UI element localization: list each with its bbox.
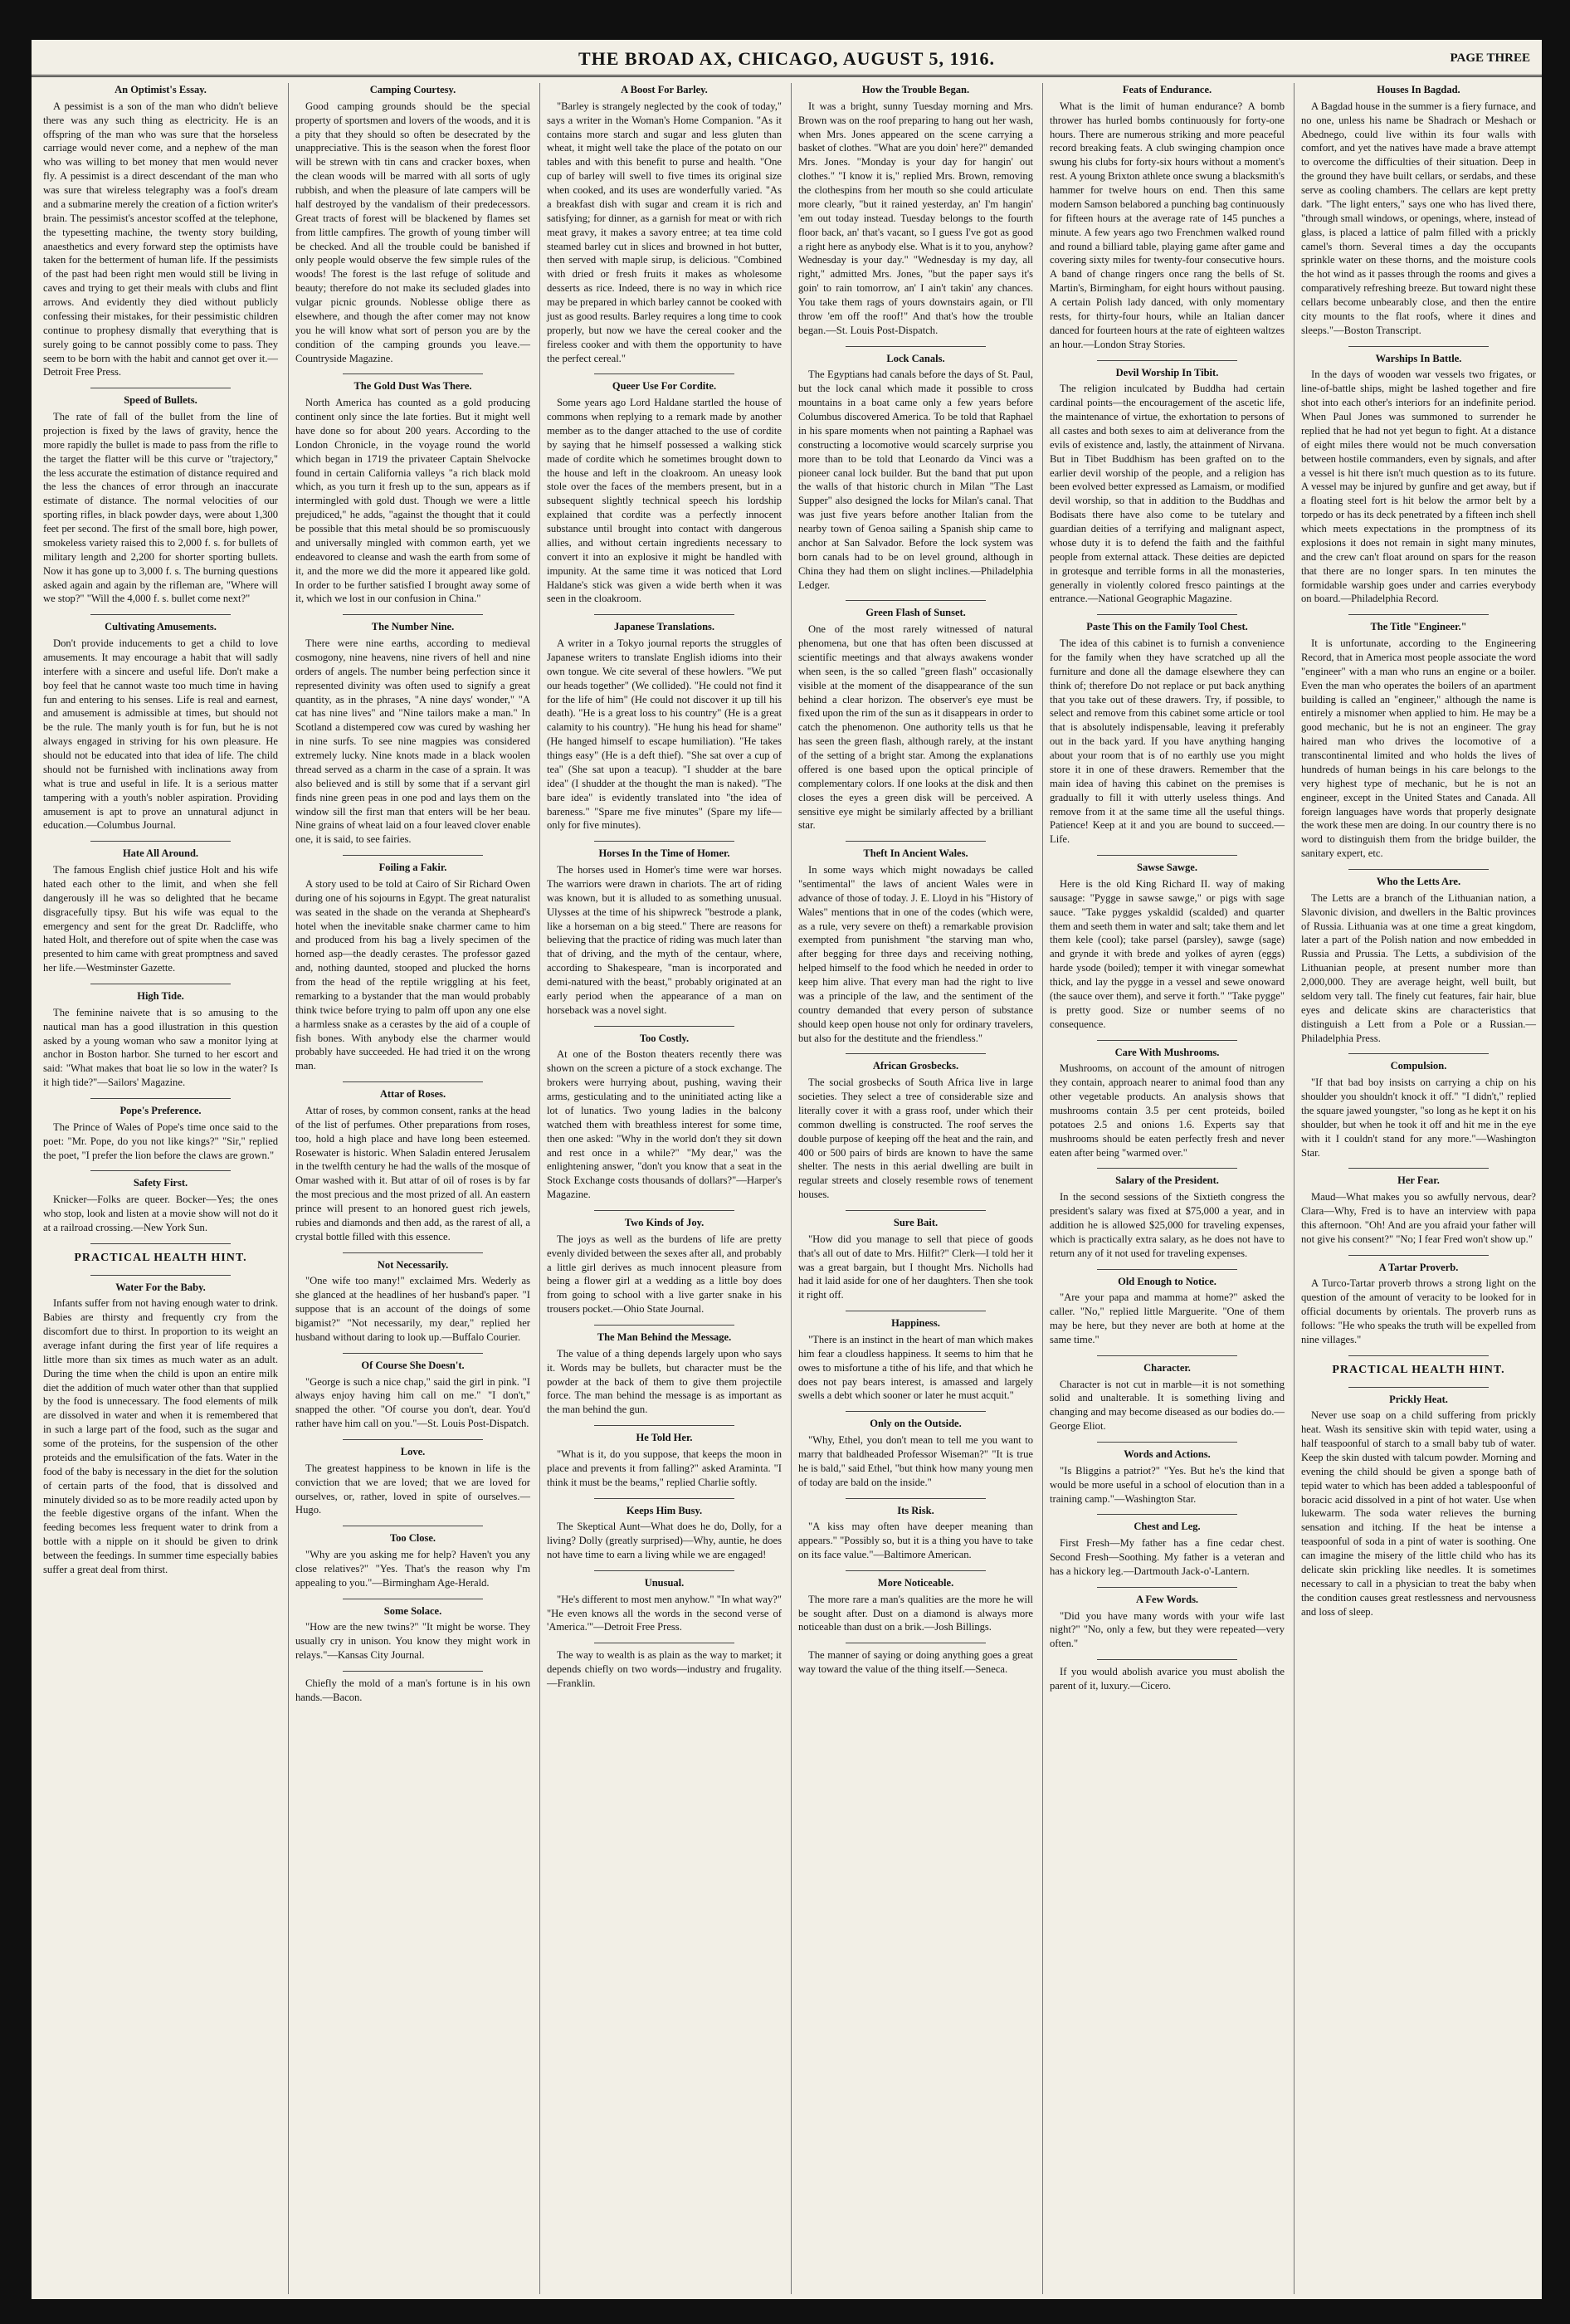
article-headline: Two Kinds of Joy.: [624, 1217, 705, 1228]
article-headline: The Title "Engineer.": [1370, 621, 1467, 633]
article-divider: [846, 1411, 987, 1412]
article: [798, 352, 1033, 593]
article-body: North America has counted as a gold producing continent only since the late forties. But it might well have done so for about 200 years. According to the London Chronicle, in the voyage round the world which began in 1719 the privateer Captain Shelvocke found in certain California valleys "a rich black mold which, as you turn it fresh up to the sun, appears as if intermingled with gold dust. Though we were a little prejudiced," he adds, "against the thought that it could be possible that this metal should be so promiscuously and universally mingled with common earth, yet we endeavored to cleanse and wash the earth from some of it, and the more we did the more it appeared like gold. In order to be further satisfied I brought away some of it, which we lost in our confusion in China.": [295, 397, 530, 605]
article-headline: Salary of the President.: [1115, 1174, 1219, 1187]
article-headline: A Few Words.: [1135, 1593, 1199, 1605]
article-headline: Prickly Heat.: [1389, 1393, 1448, 1405]
article-headline: Lock Canals.: [886, 352, 945, 364]
article-headline: Too Close.: [389, 1532, 436, 1545]
article: [547, 620, 782, 832]
article: [798, 1576, 1033, 1634]
article-divider: [90, 614, 232, 615]
article: [1050, 1046, 1285, 1160]
article-body: In some ways which might nowadays be called "sentimental" the laws of ancient Wales were in advance of those of today. J. E. Lloyd in his "History of Wales" mentions that in one of the codes (which were, as a rule, very severe on theft) a remarkable provision exempted from punishment "the starving man who, after begging for three days and receiving nothing, helped himself to the food which he needed in order to keep him alive. That every man had the right to live was a principle of the law, and the sentiment of the country demanded that every person of substance should keep open house not only for ordinary travelers, but also for the destitute and the friendless.": [798, 864, 1033, 1044]
article: [43, 83, 278, 379]
article: [43, 847, 278, 975]
column-2: [288, 83, 537, 2294]
article-body: The religion inculcated by Buddha had certain cardinal points—the encouragement of the ascetic life, the maintenance of virtue, the exhortation to persons of all castes and both sexes to aim at deliverance from the evils of existence and, lastly, the attainment of Nirvana. But in Tibet Buddhism has been grafted on to the earlier devil worship of the people, and a religion has been evolved better expressed as Lamaism, or modified devil worship, so that in addition to the Buddhas and Bodisats there have also come to be tutelary and guardian deities of a terrifying and malignant aspect, whose duty it is to defend the faith and the faithful people from external attack. These deities are depicted in grotesque and terrible forms in all the monasteries, generally in violently colored fresco paintings at the entrance.—National Geographic Magazine.: [1050, 383, 1285, 605]
article-headline: Feats of Endurance.: [1122, 84, 1212, 95]
article-body: The greatest happiness to be known in life is the conviction that we are loved; that we are loved for ourselves, or, rather, loved in spite of ourselves.—Hugo.: [295, 1462, 530, 1516]
article-body: "He's different to most men anyhow." "In what way?" "He even knows all the words in the second verse of 'America.'"—Detroit Free Press.: [547, 1593, 782, 1633]
article: [295, 1677, 530, 1705]
article-body: Here is the old King Richard II. way of making sausage: "Pygge in sawse sawge," or pigs with sage sauce. "Take pygges yskaldid (scalded) and quarter them and seeth them in water and salt; take them and let them kele (cool); take parsel (parsley), sawge (sage) and grynde it with brede and yolkes of ayren (eggs) harde ysode (boiled); temper it with vinegar somewhat thick, and lay the pygge in a vessel and sewe onoward (the sauce over them), and serve it forth." "Take pygge" is pretty good. Size or number seems of no consequence.: [1050, 877, 1285, 1030]
article-headline: Only on the Outside.: [870, 1418, 962, 1430]
article: [1050, 366, 1285, 607]
article-headline: Cultivating Amusements.: [105, 621, 217, 633]
article-body: "How did you manage to sell that piece of goods that's all out of date to Mrs. Hilfit?" Clerk—I told her it was a great bargain, but I thought Mrs. Nicholls had had it laid aside for one of her daughters. Then she took it right off.: [798, 1233, 1033, 1301]
article-divider: [343, 614, 484, 615]
article-divider: [90, 1170, 232, 1171]
article: [295, 620, 530, 847]
article: [1050, 861, 1285, 1031]
article-headline: Who the Letts Are.: [1376, 876, 1461, 887]
article-headline: Care With Mushrooms.: [1114, 1046, 1220, 1058]
article-divider: [594, 1325, 735, 1326]
article: [1301, 1261, 1536, 1347]
article: [798, 83, 1033, 338]
article-headline: Her Fear.: [1397, 1174, 1440, 1187]
article: [798, 1316, 1033, 1403]
article: [43, 989, 278, 1090]
article-body: Don't provide inducements to get a child to love amusements. It may encourage a habit that will sadly interfere with a sincere and useful life. Don't make a boy feel that he cannot waste too much time in having fun and entering to his senses. Life is real and earnest, and amusement is admissible at times, but should not be the rule. The manly youth is for fun, but he is not always engaged in striving for his own pleasure. He should not be educated into that idea of life. The child should not be furnished with inclinations away from what is true and useful in life. It is a serious matter tampering with a youth's nobler aspiration. Providing amusement is apt to prove an unnatural adjunct in education.—Columbus Journal.: [43, 637, 278, 832]
article-headline: Japanese Translations.: [613, 621, 715, 633]
article-body: At one of the Boston theaters recently there was shown on the screen a picture of a stock exchange. The brokers were hurrying about, pushing, waving their arms, gesticulating and to the uninitiated acting like a lot of lunatics. Two young ladies in the balcony watched them with breathless interest for some time, then one asked: "Why in the world don't they sit down and rest once in a while?" "My dear," was the enlightening answer, "don't you know that a seat in the Stock Exchange costs thousands of dollars?"—Harper's Magazine.: [547, 1048, 782, 1201]
article: [1050, 1520, 1285, 1578]
article-body: The more rare a man's qualities are the more he will be sought after. Dust on a diamond is always more noticeable than dust on a brik.—Josh Billings.: [798, 1593, 1033, 1633]
article-body: Attar of roses, by common consent, ranks at the head of the list of perfumes. Other preparations from roses, too, hold a high place and have long been esteemed. Rosewater is historic. When Saladin entered Jerusalem in the twelfth century he had the walls of the mosque of Omar washed with it. But attar of oil of roses is by far the most precious and the most prized of all. An eastern prince will present to an honored guest rich jewels, rubies and diamonds and then add, as the rarest of all, a crystal bottle filled with this essence.: [295, 1104, 530, 1243]
article: [1050, 1665, 1285, 1693]
article-body: The Letts are a branch of the Lithuanian nation, a Slavonic division, and dwellers in the Baltic provinces of Russia. Lithuania was at one time a great kingdom, later a part of the Polish nation and now embedded in Russia and Prussia. The Letts, a subdivision of the Lithuanian people, at present number more than 2,000,000. They are average height, well built, but seldom very tall. The finely cut features, fair hair, blue eyes and delicate skins are characteristics that distinguish a Lett from a Pole or a Russian.—Philadelphia Press.: [1301, 891, 1536, 1044]
article-divider: [1348, 1255, 1490, 1256]
article-body: The value of a thing depends largely upon who says it. Words may be bullets, but character must be the powder at the back of them to give them projectile force. The man behind the message is as important as the man behind the gun.: [547, 1347, 782, 1416]
article: [43, 393, 278, 606]
article-body: The famous English chief justice Holt and his wife hated each other to the limit, and when she fell dangerously ill he was so delighted that he became disgracefully tipsy. But his wife was equal to the emergency and sent for the great Dr. Radcliffe, who hated Holt, and therefore out of spite when the case was presented to him came with great promptness and saved her life.—Westminster Gazette.: [43, 864, 278, 974]
article-body: "George is such a nice chap," said the girl in pink. "I always enjoy having him call on me." "I don't," snapped the other. "Of course you don't, dear. You'd rather have him call on you."—St. Louis Post-Dispatch.: [295, 1375, 530, 1430]
article-divider: [846, 600, 987, 601]
article: [43, 1281, 278, 1577]
article-body: The social grosbecks of South Africa live in large societies. They select a tree of considerable size and literally cover it with a grass roof, under which their common dwelling is constructed. The roof serves the double purpose of keeping off the heat and the rain, and 400 or 500 pairs of birds are known to have the same shelter. The nests in this aerial dwelling are built in regular streets and closely resemble rows of tenement houses.: [798, 1077, 1033, 1201]
article-headline: Of Course She Doesn't.: [361, 1359, 465, 1371]
article: [1301, 1363, 1536, 1379]
article: [1050, 620, 1285, 847]
article-body: "What is it, do you suppose, that keeps the moon in place and prevents it from falling?" asked Araminta. "I think it must be the beams," replied Charlie softly.: [547, 1448, 782, 1488]
article: [1301, 1393, 1536, 1619]
article-body: Knicker—Folks are queer. Bocker—Yes; the ones who stop, look and listen at a movie show will not do it at a railroad crossing.—New York Sun.: [43, 1194, 278, 1233]
article-divider: [1348, 869, 1490, 870]
article: [798, 606, 1033, 832]
article-body: It is unfortunate, according to the Engineering Record, that in America most people associate the word "engineer" with a man who runs an engine or a boiler. Even the man who operates the boilers of an apartment building is called an "engineer," although the name is entirely a misnomer when applied to him. He may be a good mechanic, but he is not an engineer. The gray haired man who drives the locomotive of a transcontinental limited and who holds the lives of hundreds of human beings in his care belongs to the very highest type of mechanic, but he is not an engineer, except in the United States and Canada. All foreign languages have words that properly designate the work these men are doing. In our country there is no word to distinguish them from the bridge builder, the sanitary expert, etc.: [1301, 637, 1536, 860]
article-body: In the days of wooden war vessels two frigates, or line-of-battle ships, might be lashed together and fire shot into each other's interiors for an indefinite period. When Paul Jones was summoned to surrender he replied that he had not yet begun to fight. At a distance of eight miles there would not be much conversation between hostile commanders, even by signals, and after a vessel is hit there isn't much question as to its future. A vessel may be injured by gunfire and get away, but if a floating steel fort is hit below the armor belt by a torpedo or has its deck penetrated by a fifteen inch shell which meets expectations in the promptness of its explosions it does not remain in sight many minutes, and the crew can't float around on spars for the reason that there are no longer spars. In ten minutes the formidable warship goes under and carries everybody on board.—Philadelphia Record.: [1301, 369, 1536, 605]
article-body: The idea of this cabinet is to furnish a convenience for the family when they have scratched up all the furniture and done all the damage elsewhere they can think of; therefore Do not replace or put back anything that you take out of these drawers. Try, if possible, to select and remove from this cabinet some article or tool that is absolutely indispensable, leaving it preferably out in the back yard. If you have anything hanging about your room that is of no earthly use you might store it in one of these drawers. Remember that the main idea of having this cabinet on the premises is gradually to fill it with utterly useless things. And remove from it at the same time all the useful things. Patience! Keep at it and you are bound to succeed.—Life.: [1050, 637, 1285, 846]
article: [295, 1087, 530, 1244]
article-headline: Water For the Baby.: [115, 1281, 206, 1293]
article: [295, 1258, 530, 1345]
article: [1301, 83, 1536, 338]
article-divider: [1097, 1587, 1238, 1588]
article-body: A pessimist is a son of the man who didn't believe there was any such thing as electricity. He is an offspring of the man who was sure that the horseless carriage would never come, and a nephew of the man who was willing to bet money that men would never fly. A pessimist is a direct descendant of the man who was sure that wireless telegraphy was a fool's dream and a submarine merely the creation of a fiction writer's brain. The pessimist's ancestor scoffed at the telephone, the typesetting machine, the twenty story building, anaesthetics and every forward step the optimists have taken for the betterment of human life. If the pessimists of the past had been right men would still be living in caves and trying to get their meals with clubs and flint arrows. And evidently they died without publicly confessing their mistakes, for their pessimistic children continue to prophesy dismally that everything that is surely going to be cannot possibly come to pass. They seem to be born with the habit and cannot get over it.—Detroit Free Press.: [43, 100, 278, 378]
article: [547, 1330, 782, 1417]
article: [798, 1648, 1033, 1677]
article-divider: [90, 1098, 232, 1099]
article-headline: Sure Bait.: [893, 1217, 939, 1228]
page-number-label: PAGE THREE: [1450, 51, 1530, 65]
article-headline: Its Risk.: [897, 1504, 934, 1516]
article-body: Good camping grounds should be the special property of sportsmen and lovers of the woods, and it is a pity that they should so often be desecrated by the unappreciative. This is the season when the forest floor will be strewn with tin cans and cracker boxes, when the clean woods will be marred with all sorts of ugly rubbish, and when the pleasure of late campers will be half destroyed by the vandalism of their predecessors. Great tracts of forest will be blackened by flames set from little campfires. The growth of young timber will be checked. And all the trouble could be banished if only people would observe the few simple rules of the woods! The forest is the last refuge of solitude and beauty; therefore do not make its secluded glades into vulgar picnic grounds. Noblesse oblige there as elsewhere, and though the after comer may not know you he will know what sort of person you are by the condition of the camping grounds you leave.—Countryside Magazine.: [295, 100, 530, 364]
article-headline: Hate All Around.: [122, 847, 199, 860]
article-body: The Prince of Wales of Pope's time once said to the poet: "Mr. Pope, do you not like kings?" "Sir," replied the poet, "I prefer the lion before the claws are grown.": [43, 1120, 278, 1161]
article-headline: He Told Her.: [636, 1432, 693, 1444]
article-headline: Camping Courtesy.: [369, 84, 456, 95]
article: [798, 1417, 1033, 1489]
article: [547, 1216, 782, 1316]
article: [295, 83, 530, 365]
article-headline: African Grosbecks.: [872, 1060, 959, 1072]
article-headline: Too Costly.: [639, 1032, 690, 1044]
article-divider: [1348, 1387, 1490, 1388]
article-divider: [1097, 1659, 1238, 1660]
article-body: Mushrooms, on account of the amount of nitrogen they contain, approach nearer to animal food than any other vegetable products. An analysis shows that mushrooms contain 3.5 per cent proteids, boiled potatoes 2.5 and onions 1.6. Experts say that mushrooms should be eaten perfectly fresh and never eaten after being "warmed over.": [1050, 1062, 1285, 1159]
article: [43, 1104, 278, 1162]
article: [547, 1431, 782, 1489]
article-divider: [846, 1053, 987, 1054]
article-headline: Character.: [1143, 1361, 1191, 1374]
article-headline: A Boost For Barley.: [621, 84, 708, 95]
column-4: [791, 83, 1040, 2294]
article-divider: [1097, 855, 1238, 856]
article-body: "One wife too many!" exclaimed Mrs. Wederly as she glanced at the headlines of her husband's paper. "I suppose that is an account of the doings of some bigamist?" "Not necessarily, my dear," replied her husband without daring to look up.—Buffalo Courier.: [295, 1275, 530, 1343]
article-headline: The Man Behind the Message.: [597, 1331, 732, 1343]
article-headline: Some Solace.: [383, 1604, 442, 1617]
article-divider: [594, 1570, 735, 1571]
article-body: Never use soap on a child suffering from prickly heat. Wash its sensitive skin with tepid water, using a half teaspoonful of starch to a small baby tub of water. Keep the skin dusted with talcum powder. Morning and evening the child should be given a sponge bath of tepid water to which has been added a tablespoonful of boracic acid dissolved in a pint of hot water. Use when lukewarm. The soda water relieves the burning sensation and itching. If the heat be intense a teaspoonful of soda in a pint of water is soothing. One can imagine the misery of the little child who has its delicate skin prickling like needles. It is sometimes necessary to call in a physician to treat the baby when the condition causes great restlessness and nervousness and loss of sleep.: [1301, 1409, 1536, 1618]
article-body: "How are the new twins?" "It might be worse. They usually cry in unison. You know they might work in relays."—Kansas City Journal.: [295, 1621, 530, 1662]
article-divider: [1097, 1269, 1238, 1270]
article-body: A story used to be told at Cairo of Sir Richard Owen during one of his sojourns in Egypt. The great naturalist was seated in the shade on the veranda at Shepheard's hotel when the inevitable snake charmer came to him and produced from his bag a lively specimen of the horned asp—the deadly cerastes. The professor gazed and, nothing daunted, stooped and plucked the horns from the head of the reptile wriggling at his feet, remarking to a bystander that the man would probably think twice before trying to palm off upon any one else a harmless snake as a cerastes by the aid of a couple of fish bones. With anybody else the charmer would probably have succeeded. He had tried it on the wrong man.: [295, 877, 530, 1072]
article-headline: The Number Nine.: [371, 621, 455, 633]
article: [1050, 1174, 1285, 1260]
article: [1050, 83, 1285, 352]
article-body: If you would abolish avarice you must abolish the parent of it, luxury.—Cicero.: [1050, 1666, 1285, 1692]
article-divider: [1348, 346, 1490, 347]
article-divider: [1097, 1040, 1238, 1041]
article-divider: [343, 1252, 484, 1253]
article-body: Infants suffer from not having enough water to drink. Babies are thirsty and frequently cry from the discomfort due to thirst. In proportion to its weight an average infant during the first year of life requires a little more than six times as much water as an adult. During the time when the child is upon an entire milk diet the addition of much water other than that supplied by the food is unnecessary. The food elements of milk are dissolved in water and when it is remembered that in such a large part of the food, such as the sugar and some of the proteins, for the suspension of the other proteids and the emulsification of the fats. Water in the food of the baby is necessary in the diet for the solution of certain parts of the food, that is dissolved and minutely divided so as to be more readily acted upon by the feeble digestive organs of the infant. When the feeding becomes less frequent water to drink from a bottle with a nipple on it should be given to drink between the feedings. In summer time especially babies suffer a great deal from thirst.: [43, 1297, 278, 1575]
article: [1301, 620, 1536, 861]
article-body: The horses used in Homer's time were war horses. The warriors were drawn in chariots. The art of riding was known, but it is alluded to as something unusual. Ulysses at the time of his shipwreck "bestrode a plank, like a horseman on a big steed." There are reasons for believing that the practice of riding was much later than that of driving, and the myth of the centaur, where, according to Shakespeare, "man is incorporated and demi-natured with the beast," probably originated at an early period when the appearance of a man on horseback was a novel sight.: [547, 864, 782, 1016]
article-divider: [594, 1498, 735, 1499]
article-divider: [846, 841, 987, 842]
article-body: A writer in a Tokyo journal reports the struggles of Japanese writers to translate English idioms into their own tongue. We cite several of these howlers. "We put our heads together" (We collided). "He could not find it for the life of him" (He could not discover it up till his death). "He is a great loss to his country" (He is a great calamity to his country). "He hung his head for shame" (He hanged himself to escape humiliation). "He takes things easy" (He is a deft thief). "She sat over a cup of tea" (She sat upon a teacup). "I shudder at the bare idea" (I shudder at the thought the man is naked). "The bare idea" is evidently translated into "the idea of bareness." "Spare me five minutes" (Spare my life—only for five minutes).: [547, 637, 782, 832]
article: [295, 1604, 530, 1662]
masthead: [32, 40, 1542, 77]
article-body: Maud—What makes you so awfully nervous, dear? Clara—Why, Fred is to have an interview with papa this afternoon. "Oh! And are you afraid your father will not give his consent?" "No; I fear Fred won't show up.": [1301, 1191, 1536, 1245]
article: [1301, 1059, 1536, 1160]
article-headline: Devil Worship In Tibit.: [1115, 366, 1219, 378]
article: [295, 379, 530, 606]
article: [547, 1032, 782, 1202]
article: [295, 1445, 530, 1517]
article: [43, 1251, 278, 1267]
article-body: "If that bad boy insists on carrying a chip on his shoulder you shouldn't knock it off." "I didn't," replied the square jawed youngster, "so long as he kept it on his shoulder, but when he took it off and hit me in the eye with it I couldn't stand for any more."—Washington Star.: [1301, 1077, 1536, 1159]
article-divider: [594, 1210, 735, 1211]
article-headline: Compulsion.: [1390, 1060, 1447, 1072]
article-divider: [1097, 360, 1238, 361]
article-headline: Green Flash of Sunset.: [865, 607, 966, 619]
article-body: "Barley is strangely neglected by the cook of today," says a writer in the Woman's Home Companion. "As it contains more starch and sugar and less gluten than wheat, it might well take the place of the potato on our tables and with this benefit to purse and health. "One cup of barley will swell to five times its original size when cooked, and its uses are wonderfully varied. "As a breakfast dish with sugar and cream it is rich and satisfying; for dinner, as a garnish for meat or with rich meat gravy, it makes a savory entree; at tea time cold steamed barley cut in slices and browned in hot butter, then served with maple sirup, is delicious. "Combined with dried or fresh fruits it makes as wholesome desserts as rice. Indeed, there is no way in which rice may be prepared in which barley cannot be cooked with just as good results. Barley requires a long time to cook properly, but now we have the cereal cooker and the fireless cooker and with them the opportunity to have the perfect cereal.": [547, 100, 782, 364]
article-headline: How the Trouble Began.: [861, 84, 970, 95]
article-headline: Love.: [400, 1446, 426, 1457]
article-body: The joys as well as the burdens of life are pretty evenly divided between the sexes after all, and probably a little girl derives as much innocent pleasure from being a flower girl at a wedding as a little boy does from going to school with a live garter snake in his trousers pocket.—Ohio State Journal.: [547, 1233, 782, 1316]
article-body: Character is not cut in marble—it is not something solid and unalterable. It is something living and changing and may become diseased as our bodies do.—George Eliot.: [1050, 1378, 1285, 1433]
article-divider: [1097, 1355, 1238, 1356]
article-headline: Theft In Ancient Wales.: [863, 847, 968, 860]
article-body: The way to wealth is as plain as the way to market; it depends chiefly on two words—industry and frugality.—Franklin.: [547, 1649, 782, 1689]
article-divider: [846, 1570, 987, 1571]
article-headline: An Optimist's Essay.: [115, 84, 207, 95]
article-headline: Houses In Bagdad.: [1377, 84, 1460, 95]
article-headline: PRACTICAL HEALTH HINT.: [74, 1251, 247, 1264]
article: [547, 379, 782, 606]
article-divider: [846, 1210, 987, 1211]
article-headline: Words and Actions.: [1124, 1448, 1211, 1460]
article-body: First Fresh—My father has a fine cedar chest. Second Fresh—Soothing. My father is a veteran and has a hickory leg.—Dartmouth Jack-o'-Lantern.: [1050, 1537, 1285, 1577]
article-divider: [1097, 614, 1238, 615]
article-divider: [343, 1439, 484, 1440]
article-headline: PRACTICAL HEALTH HINT.: [1332, 1363, 1505, 1376]
article-body: There were nine earths, according to medieval cosmogony, nine heavens, nine rivers of hell and nine orders of angels. The number being perfection since it represented divinity was often used to signify a great quantity, as in the phrases, "A nine days' wonder," "A cat has nine lives" and "Nine tailors make a man." In Scotland a distempered cow was cured by washing her in nine surfs. To see nine magpies was considered extremely lucky. Nine knots made in a black woolen thread served as a charm in the case of a sprain. It was also believed and is still by some that if a servant girl finds nine green peas in one pod and lays them on the window sill the first man that enters will be her beau. Nine grains of wheat laid on a four leaved clover enable one, it is said, to see fairies.: [295, 637, 530, 846]
article-divider: [343, 1671, 484, 1672]
article: [43, 1176, 278, 1234]
article-headline: High Tide.: [137, 990, 184, 1002]
article-headline: Speed of Bullets.: [124, 394, 197, 407]
article-headline: Paste This on the Family Tool Chest.: [1086, 621, 1248, 633]
article: [798, 1504, 1033, 1562]
article-divider: [1097, 1514, 1238, 1515]
newspaper-page: [32, 40, 1542, 2299]
article: [295, 1359, 530, 1431]
column-6: [1294, 83, 1542, 2294]
article-headline: A Tartar Proverb.: [1378, 1261, 1459, 1273]
article: [295, 1531, 530, 1589]
article-divider: [594, 614, 735, 615]
article-body: "Did you have many words with your wife last night?" "No, only a few, but they were repeated—very often.": [1050, 1609, 1285, 1650]
article: [1050, 1361, 1285, 1433]
article-body: A Bagdad house in the summer is a fiery furnace, and no one, unless his name be Shadrach or Meshach or Abednego, could live within its four walls with comfort, and yet the natives have made a brave attempt to overcome the difficulties of their situation. Deep in the ground they have built cellars, or serdabs, and these serve as cooling chambers. The cellars are kept pretty dark. "The light enters," says one who has lived there, "through small windows, or openings, where, instead of glass, is placed a lattice of palm filled with a prickly camel's thorn. Several times a day the occupants sprinkle water on these thorns, and the moisture cools the hot wind as it passes through the rooms and gives a comparatively refreshing breeze. But toward night these cellars become unbearably close, and then the entire city mounts to the flat roofs, where it dines and sleeps."—Boston Transcript.: [1301, 100, 1536, 336]
article-headline: Horses In the Time of Homer.: [598, 847, 730, 860]
article-headline: The Gold Dust Was There.: [353, 380, 472, 393]
column-5: [1042, 83, 1291, 2294]
article: [295, 861, 530, 1073]
article-headline: Keeps Him Busy.: [626, 1504, 703, 1516]
article-headline: Old Enough to Notice.: [1118, 1275, 1217, 1287]
article: [798, 1059, 1033, 1202]
article-headline: Warships In Battle.: [1375, 352, 1462, 364]
columns-area: [37, 83, 1537, 2294]
article-body: "There is an instinct in the heart of man which makes him fear a cloudless happiness. It seems to him that he owes to misfortune a tithe of his life, and that which he does not pay bears interest, is amassed and largely swells a debt which sooner or later he must acquit.": [798, 1333, 1033, 1402]
article-divider: [1097, 1442, 1238, 1443]
article-divider: [90, 1275, 232, 1276]
article-divider: [1348, 1053, 1490, 1054]
article: [547, 1648, 782, 1691]
article-body: The feminine naivete that is so amusing to the nautical man has a good illustration in this question asked by a young woman who saw a monitor lying at anchor in Boston harbor. She turned to her escort and said: "What makes that boat lie so low in the water? Is it high tide?"—Sailors' Magazine.: [43, 1006, 278, 1089]
article-divider: [343, 1353, 484, 1354]
article-headline: Unusual.: [644, 1576, 685, 1589]
article: [1050, 1448, 1285, 1506]
article: [547, 83, 782, 365]
article-divider: [1348, 1168, 1490, 1169]
article-body: In the second sessions of the Sixtieth congress the president's salary was fixed at $75,000 a year, and in addition he is allowed $25,000 for traveling expenses, which is practically extra salary, as he does not have to return any of it not used for traveling expenses.: [1050, 1191, 1285, 1259]
article-body: The Egyptians had canals before the days of St. Paul, but the lock canal which made it possible to cross mountains in a boat came only a few years before Columbus discovered America. To be told that Raphael in his spare moments when not painting a Raphael was constructing a locomotive would scarcely surprise you more than to be told that Leonardo da Vinci was a pioneer canal lock builder. But the band that put upon the walls of that historic church in Milan "The Last Supper" also designed the locks for Milan's canal. That was just five years before another Italian from the nearby town of Genoa sailing a Spanish ship came to anchor at San Salvador. Before the lock system was born canals had to be on level ground, although in China they had them on slight inclines.—Philadelphia Ledger.: [798, 369, 1033, 591]
article-headline: Foiling a Fakir.: [378, 862, 447, 874]
article-headline: Sawse Sawge.: [1137, 862, 1197, 874]
article-body: "Are your papa and mamma at home?" asked the caller. "No," replied little Marguerite. "One of them may be here, but they never are both at home at the same time.": [1050, 1291, 1285, 1345]
article-divider: [594, 1026, 735, 1027]
article-body: "Why are you asking me for help? Haven't you any close relatives?" "Yes. That's the reason why I'm appealing to you."—Birmingham Age-Herald.: [295, 1549, 530, 1589]
article-divider: [1348, 614, 1490, 615]
article-body: What is the limit of human endurance? A bomb thrower has hurled bombs continuously for forty-one hours. There are numerous striking and more peaceful record breaking feats. A club swinging champion once swung his clubs for forty-six hours without a moment's rest. A young Brixton athlete once swung a blacksmith's hammer for twelve hours on end. Then this same modern Samson belabored a punching bag continuously for fifteen hours at the average rate of 145 punches a minute. A few years ago two Frenchmen walked round and round a billiard table, playing game after game and covering sixty miles for twenty-four consecutive hours. A band of change ringers once rang the bells of St. Martin's, Birmingham, for eight hours without pausing. A certain Polish lady danced, with only momentary rests, for thirty-four hours, while an Italian dancer danced for fourteen hours at the rate of eighteen waltzes an hour.—London Stray Stories.: [1050, 100, 1285, 350]
article-headline: Safety First.: [133, 1177, 188, 1189]
article-body: One of the most rarely witnessed of natural phenomena, but one that has often been discussed at scientific meetings and that always awakens wonder when seen, is the so called "green flash" occasionally visible at the moment of the disappearance of the sun behind a clear horizon. The observer's eye must be fixed upon the rim of the sun as it disappears in order to catch the phenomenon. One authority tells us that he has seen the green flash, although rarely, at the instant of the setting of a bright star. Among the explanations offered is one based upon the optical principle of complementary colors. If one looks at the disk and then closes the eyes a green disk will be perceived. A sensitive eye might be similarly affected by a brilliant star.: [798, 623, 1033, 832]
article-body: Chiefly the mold of a man's fortune is in his own hands.—Bacon.: [295, 1677, 530, 1703]
article: [1301, 352, 1536, 607]
article-body: A Turco-Tartar proverb throws a strong light on the question of the amount of veracity to be looked for in official documents by orientals. The proverb runs as follows: "He who speaks the truth will be expelled from nine villages.": [1301, 1277, 1536, 1345]
article-divider: [1097, 1168, 1238, 1169]
article: [547, 1576, 782, 1634]
article: [1050, 1593, 1285, 1651]
article: [547, 1504, 782, 1562]
article-headline: Attar of Roses.: [379, 1088, 446, 1101]
article: [43, 620, 278, 832]
article: [798, 847, 1033, 1045]
article-divider: [343, 855, 484, 856]
article-divider: [1348, 1355, 1490, 1356]
article-body: The rate of fall of the bullet from the line of projection is fixed by the laws of gravity, hence the more rapidly the bullet is made to pass from the rifle to the target the flatter will be this curve or "trajectory," the less accurate the estimation of distance required and the less the chances of error through an inaccurate estimate of distance. The normal velocities of our sporting rifles, in black powder days, were about 1,300 feet per second. The first of the small bore, high power, smokeless variety raised this to 2,000 f. s. for bullets of military length and 2,200 for shorter sporting bullets. Now it has gone up to 3,000 f. s. The burning questions asked again and again by the rifleman are, "Where will we stop?" "Will the 4,000 f. s. bullet come next?": [43, 411, 278, 605]
article: [1301, 1174, 1536, 1246]
article-headline: More Noticeable.: [877, 1576, 954, 1589]
article-divider: [846, 346, 987, 347]
article-headline: Not Necessarily.: [377, 1258, 449, 1271]
article-body: The manner of saying or doing anything goes a great way toward the value of the thing itself.—Seneca.: [798, 1649, 1033, 1676]
article: [1301, 875, 1536, 1045]
article-headline: Queer Use For Cordite.: [612, 380, 717, 393]
masthead-title: THE BROAD AX, CHICAGO, AUGUST 5, 1916.: [578, 48, 996, 69]
article-divider: [90, 1243, 232, 1244]
article-body: The Skeptical Aunt—What does he do, Dolly, for a living? Dolly (greatly surprised)—Why, auntie, he does not have time to earn a living while we are engaged!: [547, 1521, 782, 1560]
article-divider: [594, 841, 735, 842]
article-body: "Why, Ethel, you don't mean to tell me you want to marry that baldheaded Professor Wiseman?" "It is true he is bald," said Ethel, "but think how many young men of today are bald on the inside.": [798, 1434, 1033, 1488]
column-1: [37, 83, 285, 2294]
article: [547, 847, 782, 1017]
article-divider: [90, 841, 232, 842]
article-divider: [343, 1081, 484, 1082]
article-divider: [846, 1498, 987, 1499]
article: [1050, 1275, 1285, 1347]
article-headline: Pope's Preference.: [119, 1105, 202, 1116]
article: [798, 1216, 1033, 1302]
article-body: Some years ago Lord Haldane startled the house of commons when replying to a remark made by another member as to the danger attached to the use of cordite by saying that he himself possessed a walking stick made of cordite which he sometimes brought down to the house and left in the cloakroom. An uneasy look stole over the faces of the members present, but in a subsequent slightly technical speech his lordship explained that cordite was a perfectly innocent substance until brought into contact with dangerous allies, and without certain ingredients necessary to convert it into an explosive it might be handled with impunity. At the same time it was noticed that Lord Haldane's stick was given a wide berth when it was seen in the cloakroom.: [547, 397, 782, 605]
article-headline: Happiness.: [891, 1317, 940, 1330]
article-divider: [594, 1425, 735, 1426]
article-body: "A kiss may often have deeper meaning than appears." "Possibly so, but it is a thing you have to take on its face value."—Baltimore American.: [798, 1521, 1033, 1560]
article-body: It was a bright, sunny Tuesday morning and Mrs. Brown was on the roof preparing to hang out her wash, when Mrs. Jones appeared on the scene carrying a basket of clothes. "What are you doin' here?" demanded Mrs. Jones. "Monday is your day for hangin' out clothes." "I know it is," replied Mrs. Brown, removing the clothespins from her mouth so she could articulate more clearly, "but it rained yesterday, an' I'm hangin' 'em out today instead. Tuesday belongs to the fourth floor back, an' that's vacant, so I guess I've got as good a right here as anybody else. What is it to you, anyhow? Wednesday is your day." "Wednesday is my day, all right," admitted Mrs. Jones, "but the paper says it's goin' to rain tomorrow, an' I ain't takin' any chances. You take them rags of yours downstairs again, or I'll throw 'em off the roof!" And that's how the trouble began.—St. Louis Post-Dispatch.: [798, 100, 1033, 336]
article-headline: Chest and Leg.: [1134, 1521, 1201, 1533]
column-3: [539, 83, 788, 2294]
article-body: "Is Bliggins a patriot?" "Yes. But he's the kind that would be more useful in a school of elocution than in a training camp."—Washington Star.: [1050, 1464, 1285, 1505]
